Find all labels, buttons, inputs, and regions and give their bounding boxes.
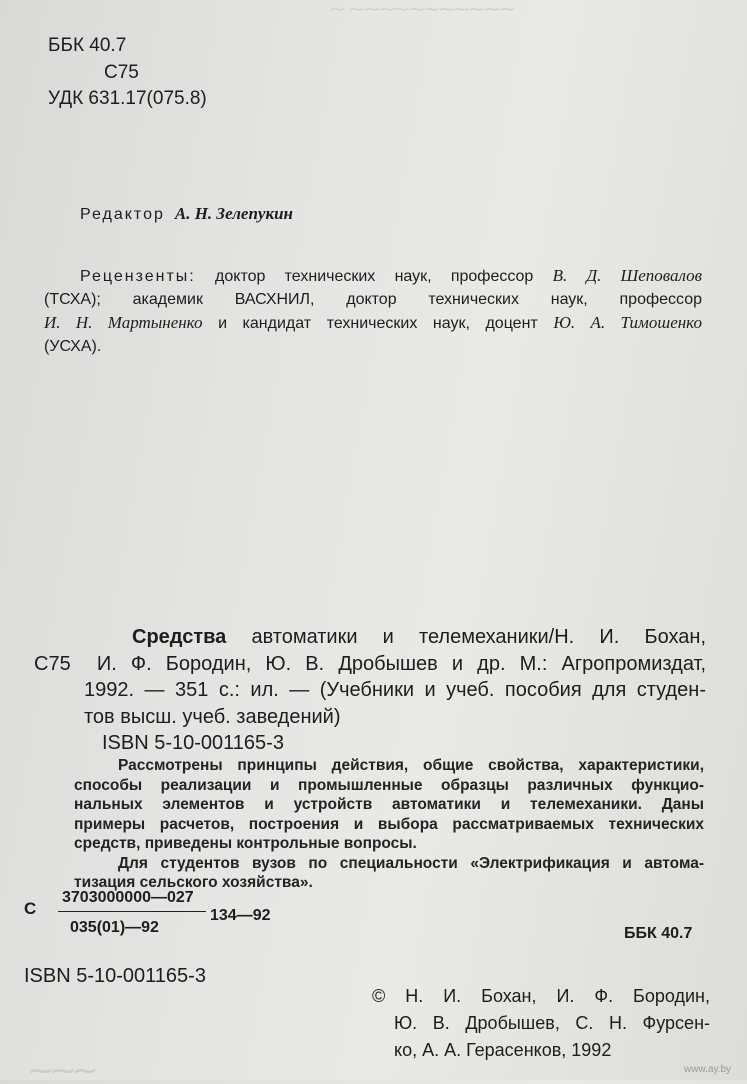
abstract-line: нальных элементов и устройств автоматики и телемеханики. Даны xyxy=(74,796,704,813)
book-title: Средства xyxy=(132,626,227,648)
bleed-through-number: ⁓⁓⁓ xyxy=(30,1058,96,1083)
copyright-block xyxy=(372,983,710,1064)
reviewers-block xyxy=(80,264,702,288)
reviewers-line-2: (ТСХА); академик ВАСХНИЛ, доктор технических наук, профессор xyxy=(44,291,702,308)
bib-isbn: ISBN 5-10-001165-3 xyxy=(102,732,284,754)
formula-numerator: 3703000000—027 xyxy=(62,889,194,906)
formula-letter: С xyxy=(24,899,37,918)
copyright-line: ко, А. А. Герасенков, 1992 xyxy=(394,1040,612,1060)
reviewers-line-3: И. Н. Мартыненко и кандидат технических наук, доцент Ю. А. Тимошенко xyxy=(44,313,702,332)
abstract-line: способы реализации и промышленные образцы различных функцио- xyxy=(74,776,704,794)
udk-code: УДК 631.17(075.8) xyxy=(48,88,207,109)
audience-line: Для студентов вузов по специальности «Электрификация и автома- xyxy=(118,854,704,872)
editor-label: Редактор xyxy=(80,206,165,223)
isbn-main: ISBN 5-10-001165-3 xyxy=(24,965,206,987)
watermark: www.ay.by xyxy=(684,1064,732,1075)
reviewers-line-1: Рецензенты: доктор технических наук, профессор В. Д. Шеповалов xyxy=(80,266,703,285)
abstract-block xyxy=(74,756,704,893)
bbk-code: ББК 40.7 xyxy=(48,35,127,56)
bib-line-2: С75 И. Ф. Бородин, Ю. В. Дробышев и др. М.: Агропромиздат, xyxy=(34,652,707,675)
reviewer-name: Ю. А. Тимошенко xyxy=(553,313,702,332)
reviewers-block-cont xyxy=(44,288,702,358)
bib-line-3: 1992. — 351 с.: ил. — (Учебники и учеб. пособия для студен- xyxy=(84,679,706,701)
reviewer-name: И. Н. Мартыненко xyxy=(44,313,203,332)
abstract-line: Рассмотрены принципы действия, общие свойства, характеристики, xyxy=(118,757,704,774)
bleed-through-text: ⁓ ⁓⁓⁓⁓⁓⁓⁓⁓⁓⁓⁓ xyxy=(330,1,515,18)
formula-bbk: ББК 40.7 xyxy=(624,925,693,942)
formula-fraction-line xyxy=(58,911,206,912)
bib-code: С75 xyxy=(34,652,71,675)
bibliographic-record xyxy=(34,624,706,757)
reviewers-label: Рецензенты: xyxy=(80,268,196,285)
editor-name: А. Н. Зелепукин xyxy=(174,204,293,223)
formula-suffix: 134—92 xyxy=(210,907,271,924)
author-mark-code: С75 xyxy=(104,62,139,83)
audience-line: тизация сельского хозяйства». xyxy=(74,874,313,891)
bib-line-4: тов высш. учеб. заведений) xyxy=(84,705,341,728)
formula-denominator: 035(01)—92 xyxy=(70,919,159,936)
reviewers-line-4: (УСХА). xyxy=(44,338,102,355)
editor-line xyxy=(80,204,293,224)
abstract-line: примеры расчетов, построения и выбора рассматриваемых технических xyxy=(74,815,704,833)
abstract-line: средств, приведены контрольные вопросы. xyxy=(74,835,417,852)
bib-line-1: Средства автоматики и телемеханики/Н. И. Бохан, xyxy=(132,626,707,648)
copyright-line: Ю. В. Дробышев, С. Н. Фурсен- xyxy=(394,1013,710,1033)
copyright-line: © Н. И. Бохан, И. Ф. Бородин, xyxy=(372,986,710,1006)
reviewer-name: В. Д. Шеповалов xyxy=(552,266,703,285)
